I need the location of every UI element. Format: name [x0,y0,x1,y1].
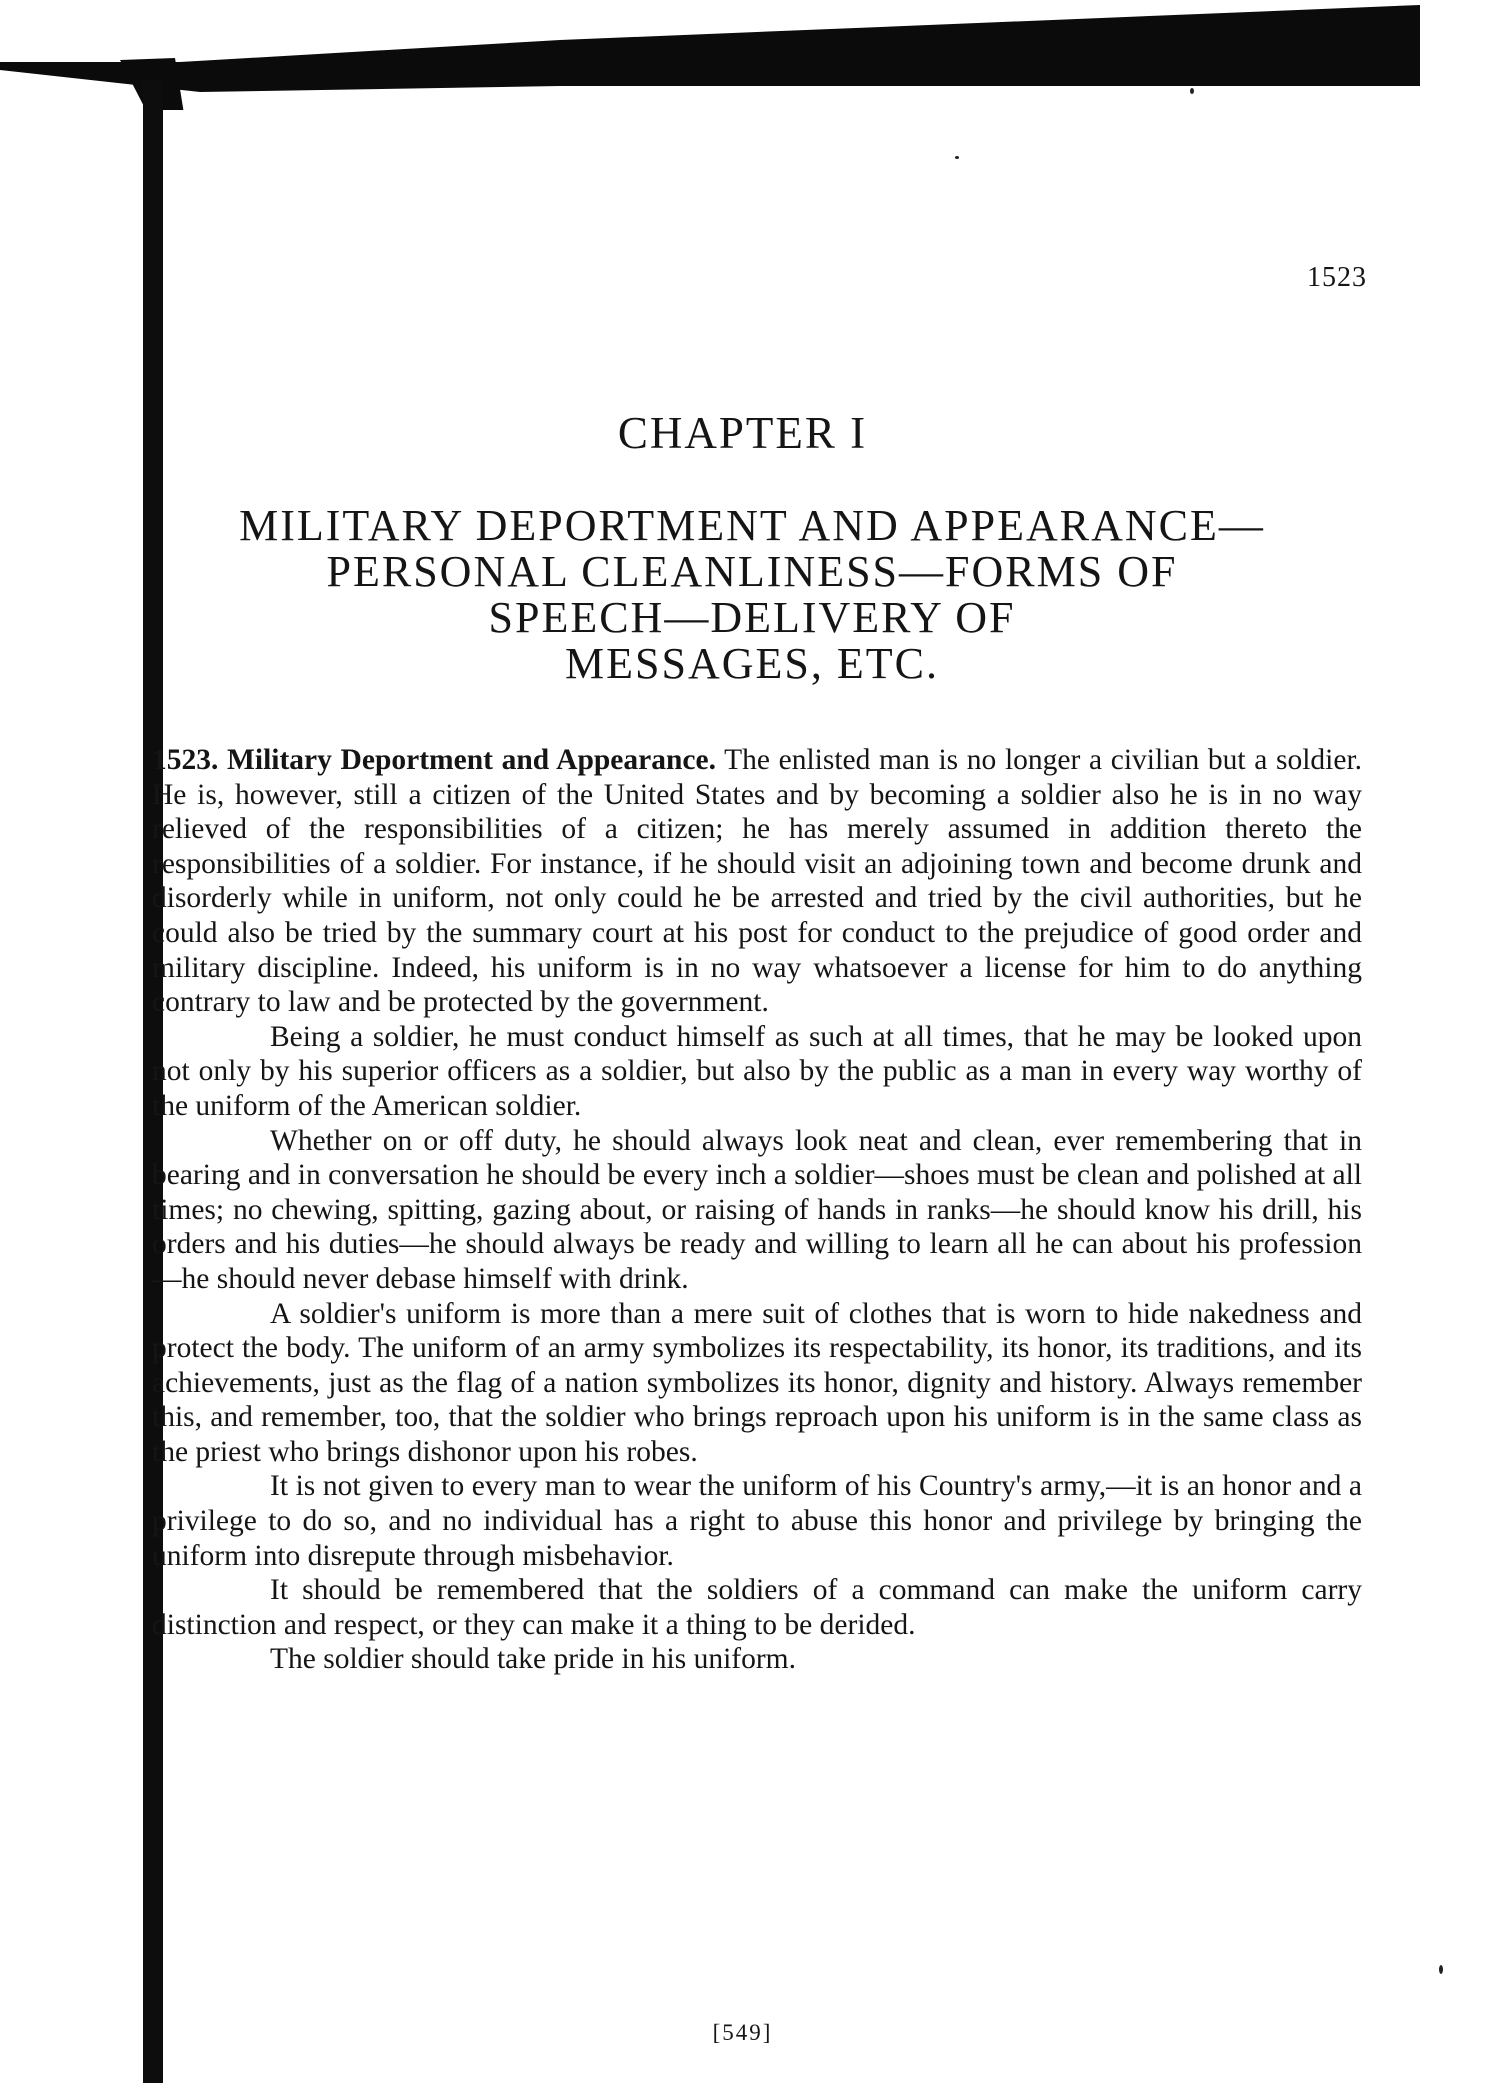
scan-speck [1190,88,1194,94]
paragraph: Being a soldier, he must conduct himself as such at all times, that he may be looked upon not only by his superior officers as a soldier, but also by the public as a man in every way worthy of the uniform of the American soldier. [152,1020,1362,1122]
chapter-title-line: PERSONAL CLEANLINESS—FORMS OF [326,547,1178,596]
chapter-title-line: MESSAGES, ETC. [565,639,939,688]
page-number: 1523 [1307,262,1367,293]
paragraph: Whether on or off duty, he should always look neat and clean, ever remembering that in bearing and in conversation he should be every inch a soldier—shoes must be clean and polished at all times; no chewing, spitting, gazing about, or raising of hands in ranks—he should know his drill, his orders and his duties—he should always be ready and willing to learn all he can about his profession—he should never debase himself with drink. [152,1124,1362,1295]
section-number: 1523. [152,744,219,776]
scan-speck [955,156,959,159]
chapter-title-line: SPEECH—DELIVERY OF [488,593,1016,642]
paragraph: It is not given to every man to wear the uniform of his Country's army,—it is an honor and a privilege to do so, and no individual has a right to abuse this honor and privilege by bringing the uniform into disrepute through misbehavior. [152,1470,1362,1572]
scan-speck [1439,1965,1443,1974]
paragraph-text: The enlisted man is no longer a civilian but a soldier. He is, however, still a citizen of the United States and by becoming a soldier also he is in no way relieved of the responsibilities of a citizen; he has merely assumed in addition thereto the responsibilities of a soldier. For instance, if he should visit an adjoining town and become drunk and disorderly while in uniform, not only could he be arrested and tried by the civil authorities, but he could also be tried by the summary court at his post for conduct to the prejudice of good order and military discipline. Indeed, his uniform is in no way whatsoever a license for him to do anything contrary to law and be protected by the government. [152,744,1363,1019]
chapter-title [152,503,1352,687]
chapter-label: CHAPTER I [617,408,868,458]
folio-number: [549] [712,2020,773,2045]
body-text [152,743,1362,1677]
paragraph: A soldier's uniform is more than a mere suit of clothes that is worn to hide nakedness and protect the body. The uniform of an army symbolizes its respectability, its honor, its traditions, and its achievements, just as the flag of a nation symbolizes its honor, dignity and history. Always remember this, and remember, too, that the soldier who brings reproach upon his uniform is in the same class as the priest who brings dishonor upon his robes. [152,1297,1362,1468]
section-heading: Military Deportment and Appearance. [227,744,716,776]
paragraph: It should be remembered that the soldiers of a command can make the uniform carry distinction and respect, or they can make it a thing to be derided. [152,1574,1362,1641]
paragraph: The soldier should take pride in his uniform. [270,1643,796,1676]
paragraph [152,743,1362,1020]
chapter-title-line: MILITARY DEPORTMENT AND APPEARANCE— [239,501,1265,550]
scan-border-top [0,0,1485,110]
